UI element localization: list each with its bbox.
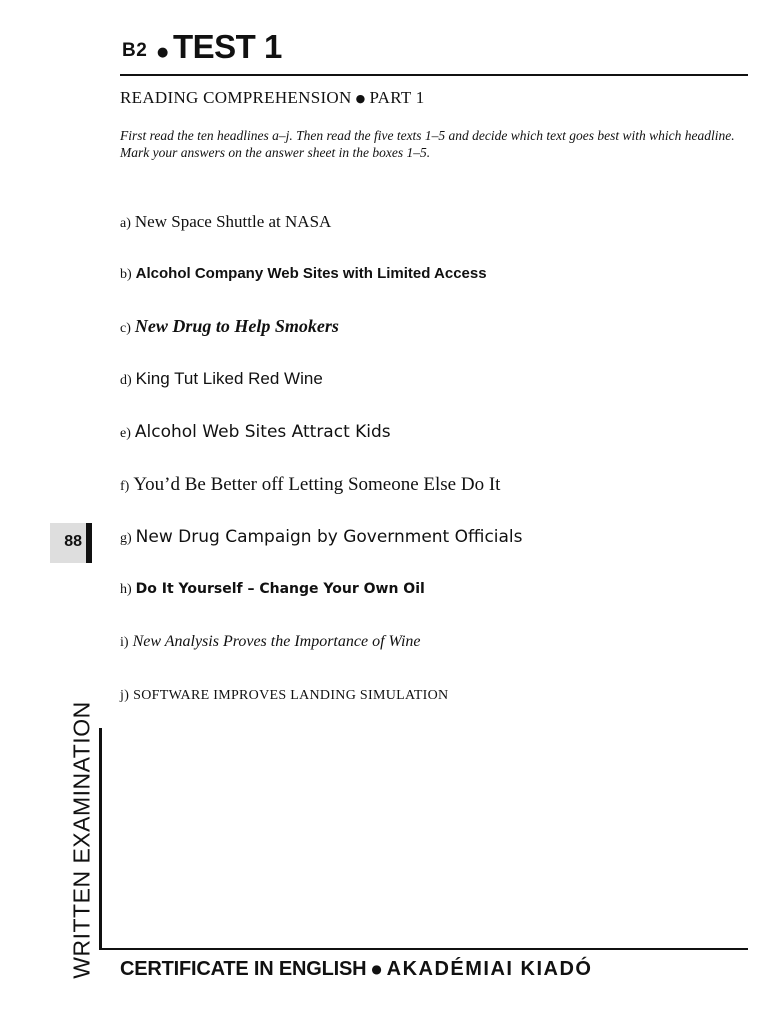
footer-publisher: AKADÉMIAI KIADÓ bbox=[386, 958, 593, 980]
headline-letter: d) bbox=[120, 373, 132, 388]
page-header bbox=[120, 26, 748, 76]
headline-letter: a) bbox=[120, 216, 131, 231]
headline-letter: i) bbox=[120, 635, 129, 650]
headline-e bbox=[120, 422, 391, 442]
footer-certificate: CERTIFICATE IN ENGLISH bbox=[120, 958, 367, 980]
headline-text: Alcohol Web Sites Attract Kids bbox=[134, 422, 391, 442]
headline-d bbox=[120, 369, 323, 389]
section-name: READING COMPREHENSION bbox=[120, 88, 352, 107]
page-number: 88 bbox=[64, 533, 82, 550]
section-title bbox=[120, 88, 425, 108]
headline-letter: j) bbox=[120, 688, 130, 703]
headline-letter: c) bbox=[120, 321, 131, 336]
headline-letter: e) bbox=[120, 426, 131, 441]
headline-text: You’d Be Better off Letting Someone Else Do It bbox=[133, 474, 501, 495]
side-label: WRITTEN EXAMINATION bbox=[68, 701, 95, 979]
headline-letter: g) bbox=[120, 531, 132, 546]
footer-divider bbox=[99, 948, 748, 950]
headline-text: New Drug to Help Smokers bbox=[134, 316, 339, 336]
headline-a bbox=[120, 212, 331, 232]
headline-text: King Tut Liked Red Wine bbox=[135, 369, 323, 388]
headline-text: New Space Shuttle at NASA bbox=[134, 212, 332, 231]
test-title: TEST 1 bbox=[173, 28, 282, 65]
instructions-line-2: Mark your answers on the answer sheet in the boxes 1–5. bbox=[120, 145, 431, 160]
bullet-icon: ● bbox=[355, 92, 366, 105]
headline-g bbox=[120, 527, 523, 547]
level-label: B2 bbox=[122, 40, 148, 61]
headline-text: New Drug Campaign by Government Officials bbox=[135, 527, 523, 547]
headline-i bbox=[120, 633, 421, 651]
headline-letter: b) bbox=[120, 267, 132, 282]
headline-text: New Analysis Proves the Importance of Wine bbox=[132, 633, 421, 650]
bullet-icon: ● bbox=[157, 45, 169, 60]
instructions-line-1: First read the ten headlines a–j. Then read the five texts 1–5 and decide which text goes best with which headline. bbox=[120, 128, 735, 143]
headline-b bbox=[120, 265, 487, 283]
section-part: PART 1 bbox=[369, 88, 425, 107]
bullet-icon: ● bbox=[371, 962, 382, 976]
headline-j bbox=[120, 688, 448, 704]
headline-text: Do It Yourself – Change Your Own Oil bbox=[135, 581, 425, 597]
headline-letter: f) bbox=[120, 479, 130, 494]
page-footer bbox=[120, 958, 592, 981]
headline-c bbox=[120, 316, 339, 337]
headline-h bbox=[120, 581, 425, 598]
headline-letter: h) bbox=[120, 582, 132, 597]
headline-text: SOFTWARE IMPROVES LANDING SIMULATION bbox=[133, 688, 449, 703]
instructions bbox=[120, 127, 750, 161]
headline-text: Alcohol Company Web Sites with Limited Access bbox=[135, 265, 487, 282]
side-divider bbox=[99, 728, 102, 950]
headline-f bbox=[120, 474, 500, 496]
page-number-tab bbox=[50, 523, 92, 563]
